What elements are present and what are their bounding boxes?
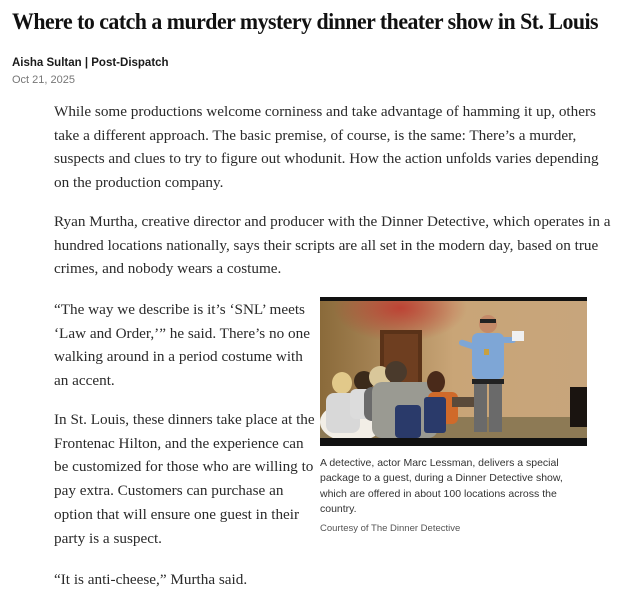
dinner-detective-photo[interactable] (320, 297, 587, 446)
article-headline: Where to catch a murder mystery dinner theater show in St. Louis (12, 9, 599, 35)
photo-credit: Courtesy of The Dinner Detective (320, 522, 461, 534)
paragraph-5: “It is anti-cheese,” Murtha said. (54, 571, 248, 588)
paragraph-3: “The way we describe is it’s ‘SNL’ meets ‘Law and Order,’” he said. There’s no one walking around in a period costume with an accent. (54, 301, 310, 390)
byline[interactable]: Aisha Sultan | Post-Dispatch (12, 57, 169, 69)
paragraph-2: Ryan Murtha, creative director and producer with the Dinner Detective, which operates in a hundred locations nationally, says their scripts are all set in the modern day, based on true crimes, and nobody wears a costume. (54, 213, 611, 278)
figure-caption: A detective, actor Marc Lessman, delivers a special package to a guest, during a Dinner Detective show, which are offered in about 100 locations across the country. (320, 457, 563, 516)
paragraph-1: While some productions welcome corniness and take advantage of hamming it up, others take a different approach. The basic premise, of course, is the same: There’s a murder, suspects and clues to try to figure out whodunit. How the action unfolds varies depending on the production company. (54, 103, 599, 192)
paragraph-4: In St. Louis, these dinners take place at the Frontenac Hilton, and the experience can be customized for those who are willing to pay extra. Customers can purchase an option that will ensure one guest in their party is a suspect. (54, 411, 315, 547)
article-figure (320, 297, 587, 534)
publish-date: Oct 21, 2025 (12, 74, 75, 86)
